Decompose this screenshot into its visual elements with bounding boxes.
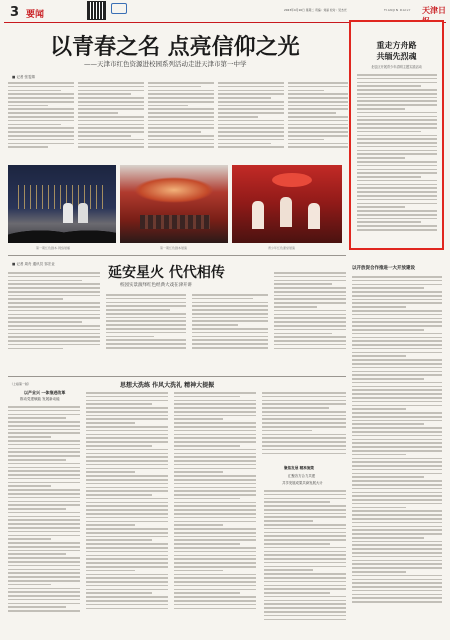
lead-article-body [8, 82, 348, 162]
photo-caption-3: 青少年红色课堂展演 [268, 246, 296, 250]
paper-logo-en: TIANJIN DAILY [384, 8, 411, 12]
sidebar-body [357, 74, 437, 244]
photo-2 [120, 165, 228, 243]
bottom-brief-title-2: 汇聚各方合力共建 [288, 474, 316, 478]
section-label: 要闻 [26, 10, 45, 20]
lead-article-subtitle: ——天津市红色资源进校园系列活动走进天津市第一中学 [84, 60, 247, 68]
qr-code-icon [88, 2, 105, 19]
header-date: 2023年4月16日 星期二 责编：刘丽 校对：吴杰光 [284, 8, 347, 12]
left-brief-body [8, 406, 80, 636]
second-article-byline: ■ 记者 周舟 通讯员 邹宏业 [12, 262, 55, 266]
bottom-brief-body [264, 490, 346, 636]
photo-1 [8, 165, 116, 243]
second-article-subtitle: 校园实景演绎红色经典大戏在津开讲 [120, 283, 192, 288]
section-divider-2 [8, 376, 346, 377]
paper-name: 天津日 [422, 5, 446, 15]
photo-caption-1: 第一期红色剧本·网络展播 [36, 246, 70, 250]
right-brief-title: 以开放促合作推进一大开放建设 [352, 266, 415, 271]
photo-3 [232, 165, 342, 243]
second-article-body [8, 272, 346, 364]
second-article-title: 延安星火 代代相传 [108, 265, 225, 281]
app-logo-icon [111, 3, 127, 14]
sidebar-feature-box [349, 20, 444, 250]
sidebar-title-2: 共缅先烈魂 [376, 51, 417, 61]
right-brief-body [352, 276, 442, 636]
bottom-article-title: 思想大洗练 作风大洗礼 精神大提振 [120, 382, 215, 389]
bottom-brief-title-1: 聚焦发展 精准施策 [284, 466, 315, 470]
section-divider [8, 255, 346, 256]
lead-article-title: 以青春之名 点亮信仰之光 [50, 34, 300, 60]
left-brief-title-2: 推动党建赋能 发展新动能 [20, 397, 60, 401]
sidebar-subtitle: 北辰区开展青少年清明主题实践活动 [371, 65, 422, 69]
sidebar-title-1: 重走方舟路 [376, 40, 417, 50]
lead-article-byline: ■ 记者 张雯婧 [12, 75, 36, 79]
left-brief-kicker: （上接第一版） [10, 382, 32, 386]
bottom-brief-title-3: 共享发展成果共商发展大计 [282, 481, 323, 485]
left-brief-title-1: 以产业兴 一体推进改革 [24, 390, 66, 395]
page-number: 3 [10, 5, 20, 20]
photo-caption-2: 第一期红色剧本展演 [160, 246, 188, 250]
